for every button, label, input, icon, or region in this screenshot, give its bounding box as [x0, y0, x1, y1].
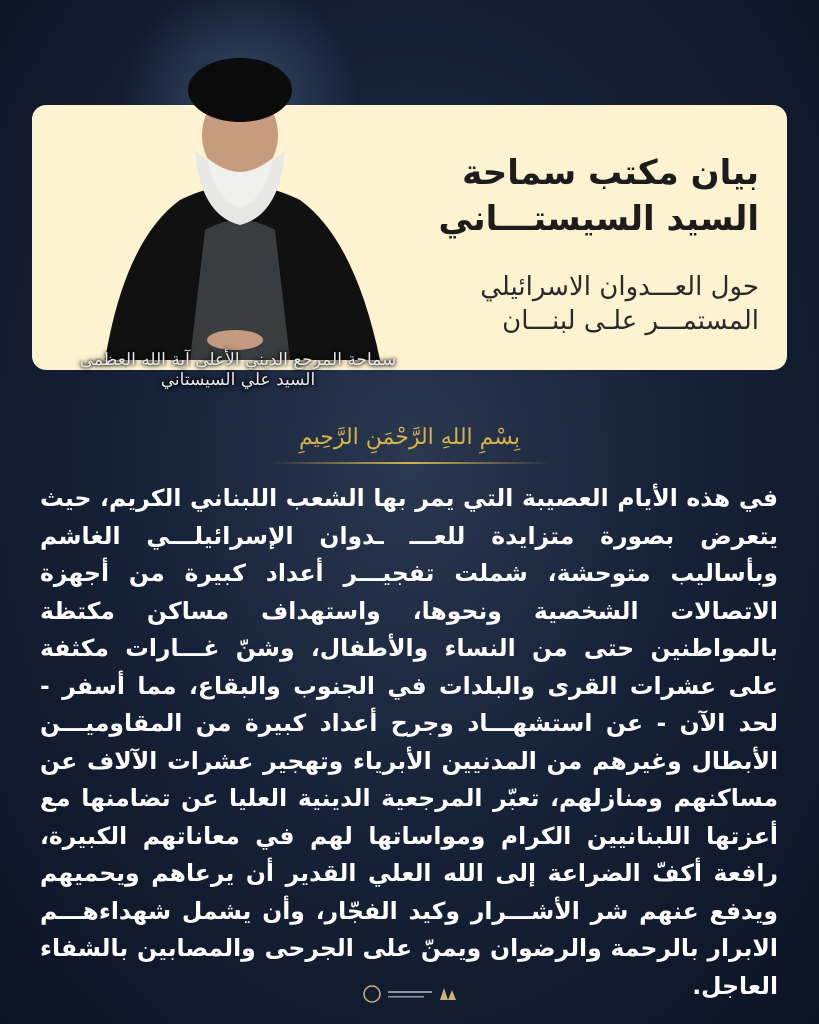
subtitle-line-1: حول العـــدوان الاسرائيلي [480, 272, 759, 302]
basmala: بِسْمِ اللهِ الرَّحْمَنِ الرَّحِيمِ [298, 425, 521, 450]
subtitle-line-2: المستمـــر علـى لبنـــان [502, 306, 759, 336]
subtitle [419, 270, 759, 338]
title-line-1: بيان مكتب سماحة [462, 153, 759, 193]
portrait-image [85, 40, 395, 370]
statement-text: في هذه الأيام العصيبة التي يمر بها الشعب اللبناني الكريم، حيث يتعرض بصورة متزايدة للعـــ ـدوان الإسرائيلـــي الغاشم وبأساليب متوحشة، شملت تفجيـــر أعداد كبيرة من أجهزة الاتصالات الشخصية ونحوها، واستهداف مساكن مكتظة بالمواطنين حتى من النساء والأطفال، وشنّ غـــارات مكثفة على عشرات القرى والبلدات في الجنوب والبقاع، مما أسفر - لحد الآن - عن استشهـــاد وجرح أعداد كبيرة من المقاوميـــن الأبطال وغيرهم من المدنيين الأبرياء وتهجير عشرات الآلاف عن مساكنهم ومنازلهم، تعبّر المرجعية الدينية العليا عن تضامنها مع أعزتها اللبنانيين الكرام ومواساتها لهم في معاناتهم الكبيرة، رافعة أكفّ الضراعة إلى الله العلي القدير أن يرعاهم ويحميهم ويدفع عنهم شر الأشـــرار وكيد الفجّار، وأن يشمل شهداءهـــم الابرار بالرحمة والرضوان ويمنّ على الجرحى والمصابين بالشفاء العاجل. [40, 484, 778, 1000]
portrait-caption: سماحة المرجع الديني الأعلى آية الله العظمى السيد علي السيستاني [79, 350, 397, 390]
basmala-underline [270, 462, 550, 464]
page-title [419, 150, 759, 242]
title-line-2: السيد السيستـــاني [438, 199, 759, 239]
footer-logo [360, 982, 460, 1006]
